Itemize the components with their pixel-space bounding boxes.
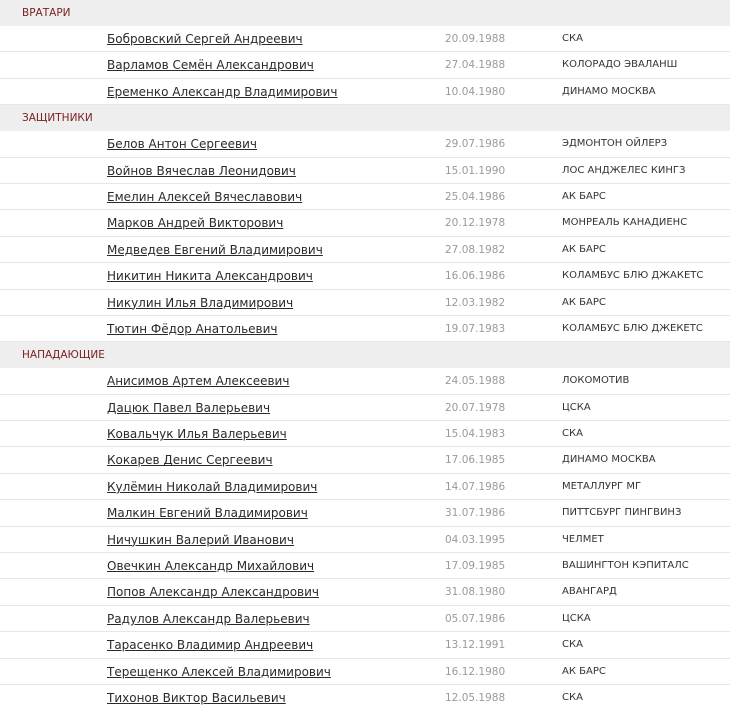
player-name-link[interactable]: Кокарев Денис Сергеевич [107, 453, 273, 468]
player-name-link[interactable]: Медведев Евгений Владимирович [107, 242, 323, 257]
player-row [0, 421, 730, 447]
player-row [0, 237, 730, 263]
player-birthdate: 19.07.1983 [445, 322, 506, 335]
player-row [0, 368, 730, 394]
player-row [0, 579, 730, 605]
player-name-link[interactable]: Варламов Семён Александрович [107, 58, 314, 73]
player-club: ВАШИНГТОН КЭПИТАЛС [562, 560, 689, 572]
player-club: ЦСКА [562, 401, 591, 413]
player-birthdate: 20.07.1978 [445, 401, 506, 414]
player-row [0, 632, 730, 658]
player-club: КОЛАМБУС БЛЮ ДЖЕКЕТС [562, 322, 703, 334]
player-birthdate: 05.07.1986 [445, 612, 506, 625]
player-birthdate: 25.04.1986 [445, 190, 506, 203]
player-club: СКА [562, 428, 583, 440]
player-club: ЦСКА [562, 612, 591, 624]
player-name-link[interactable]: Тютин Фёдор Анатольевич [107, 321, 278, 336]
player-row [0, 52, 730, 78]
player-birthdate: 04.03.1995 [445, 533, 506, 546]
player-club: ДИНАМО МОСКВА [562, 85, 656, 97]
player-birthdate: 20.12.1978 [445, 217, 506, 230]
player-birthdate: 10.04.1980 [445, 85, 506, 98]
player-club: МОНРЕАЛЬ КАНАДИЕНС [562, 217, 688, 229]
player-name-link[interactable]: Овечкин Александр Михайлович [107, 559, 315, 574]
player-row [0, 606, 730, 632]
player-row [0, 79, 730, 105]
player-name-link[interactable]: Тихонов Виктор Васильевич [107, 690, 286, 705]
player-name-link[interactable]: Бобровский Сергей Андреевич [107, 32, 303, 46]
player-birthdate: 12.03.1982 [445, 296, 506, 309]
player-club: МЕТАЛЛУРГ МГ [562, 480, 642, 492]
player-club: ЧЕЛМЕТ [562, 533, 604, 545]
player-name-link[interactable]: Еременко Александр Владимирович [107, 84, 338, 99]
player-name-link[interactable]: Никулин Илья Владимирович [107, 295, 294, 310]
player-club: ДИНАМО МОСКВА [562, 454, 656, 466]
player-birthdate: 27.08.1982 [445, 243, 506, 256]
section-header-goalies: ВРАТАРИ [0, 0, 730, 26]
player-row [0, 447, 730, 473]
player-row [0, 210, 730, 236]
player-club: СКА [562, 33, 583, 44]
player-club: АК БАРС [562, 665, 606, 677]
player-name-link[interactable]: Малкин Евгений Владимирович [107, 506, 308, 521]
player-club: ПИТТСБУРГ ПИНГВИНЗ [562, 507, 682, 519]
player-row [0, 500, 730, 526]
player-row [0, 184, 730, 210]
player-name-link[interactable]: Ковальчук Илья Валерьевич [107, 427, 287, 442]
player-club: СКА [562, 691, 583, 703]
player-row [0, 527, 730, 553]
player-name-link[interactable]: Емелин Алексей Вячеславович [107, 189, 303, 204]
player-row [0, 290, 730, 316]
player-name-link[interactable]: Дацюк Павел Валерьевич [107, 400, 271, 415]
player-row [0, 474, 730, 500]
player-birthdate: 13.12.1991 [445, 639, 506, 652]
player-name-link[interactable]: Терещенко Алексей Владимирович [107, 664, 331, 679]
player-club: АВАНГАРД [562, 586, 617, 598]
player-row [0, 395, 730, 421]
player-name-link[interactable]: Попов Александр Александрович [107, 585, 319, 600]
player-row [0, 158, 730, 184]
section-header-defensemen: ЗАЩИТНИКИ [0, 105, 730, 131]
player-row [0, 131, 730, 157]
player-birthdate: 17.09.1985 [445, 560, 506, 573]
player-birthdate: 20.09.1988 [445, 33, 506, 45]
player-row [0, 659, 730, 685]
player-name-link[interactable]: Войнов Вячеслав Леонидович [107, 163, 296, 178]
player-name-link[interactable]: Кулёмин Николай Владимирович [107, 479, 318, 494]
player-birthdate: 31.08.1980 [445, 586, 506, 599]
player-row [0, 685, 730, 711]
player-birthdate: 27.04.1988 [445, 59, 506, 72]
player-row [0, 26, 730, 52]
player-name-link[interactable]: Марков Андрей Викторович [107, 216, 284, 231]
player-club: АК БАРС [562, 243, 606, 255]
player-name-link[interactable]: Радулов Александр Валерьевич [107, 611, 310, 626]
player-birthdate: 29.07.1986 [445, 138, 506, 151]
player-birthdate: 16.12.1980 [445, 665, 506, 678]
player-name-link[interactable]: Анисимов Артем Алексеевич [107, 374, 290, 389]
player-birthdate: 16.06.1986 [445, 270, 506, 283]
section-header-forwards: НАПАДАЮЩИЕ [0, 342, 730, 368]
player-birthdate: 31.07.1986 [445, 507, 506, 520]
player-club: СКА [562, 639, 583, 651]
player-club: АК БАРС [562, 190, 606, 202]
player-birthdate: 15.01.1990 [445, 164, 506, 177]
player-club: ЛОКОМОТИВ [562, 375, 630, 387]
player-club: КОЛАМБУС БЛЮ ДЖАКЕТС [562, 270, 704, 282]
player-club: АК БАРС [562, 296, 606, 308]
player-name-link[interactable]: Ничушкин Валерий Иванович [107, 532, 294, 547]
player-row [0, 553, 730, 579]
player-birthdate: 24.05.1988 [445, 375, 506, 388]
player-birthdate: 17.06.1985 [445, 454, 506, 467]
player-name-link[interactable]: Никитин Никита Александрович [107, 269, 313, 284]
player-name-link[interactable]: Белов Антон Сергеевич [107, 137, 257, 152]
player-club: ЛОС АНДЖЕЛЕС КИНГЗ [562, 164, 686, 176]
player-club: КОЛОРАДО ЭВАЛАНШ [562, 59, 678, 71]
player-birthdate: 15.04.1983 [445, 428, 506, 441]
player-club: ЭДМОНТОН ОЙЛЕРЗ [562, 138, 668, 150]
player-name-link[interactable]: Тарасенко Владимир Андреевич [107, 638, 314, 653]
player-row [0, 316, 730, 342]
player-birthdate: 12.05.1988 [445, 691, 506, 704]
player-row [0, 263, 730, 289]
player-birthdate: 14.07.1986 [445, 480, 506, 493]
